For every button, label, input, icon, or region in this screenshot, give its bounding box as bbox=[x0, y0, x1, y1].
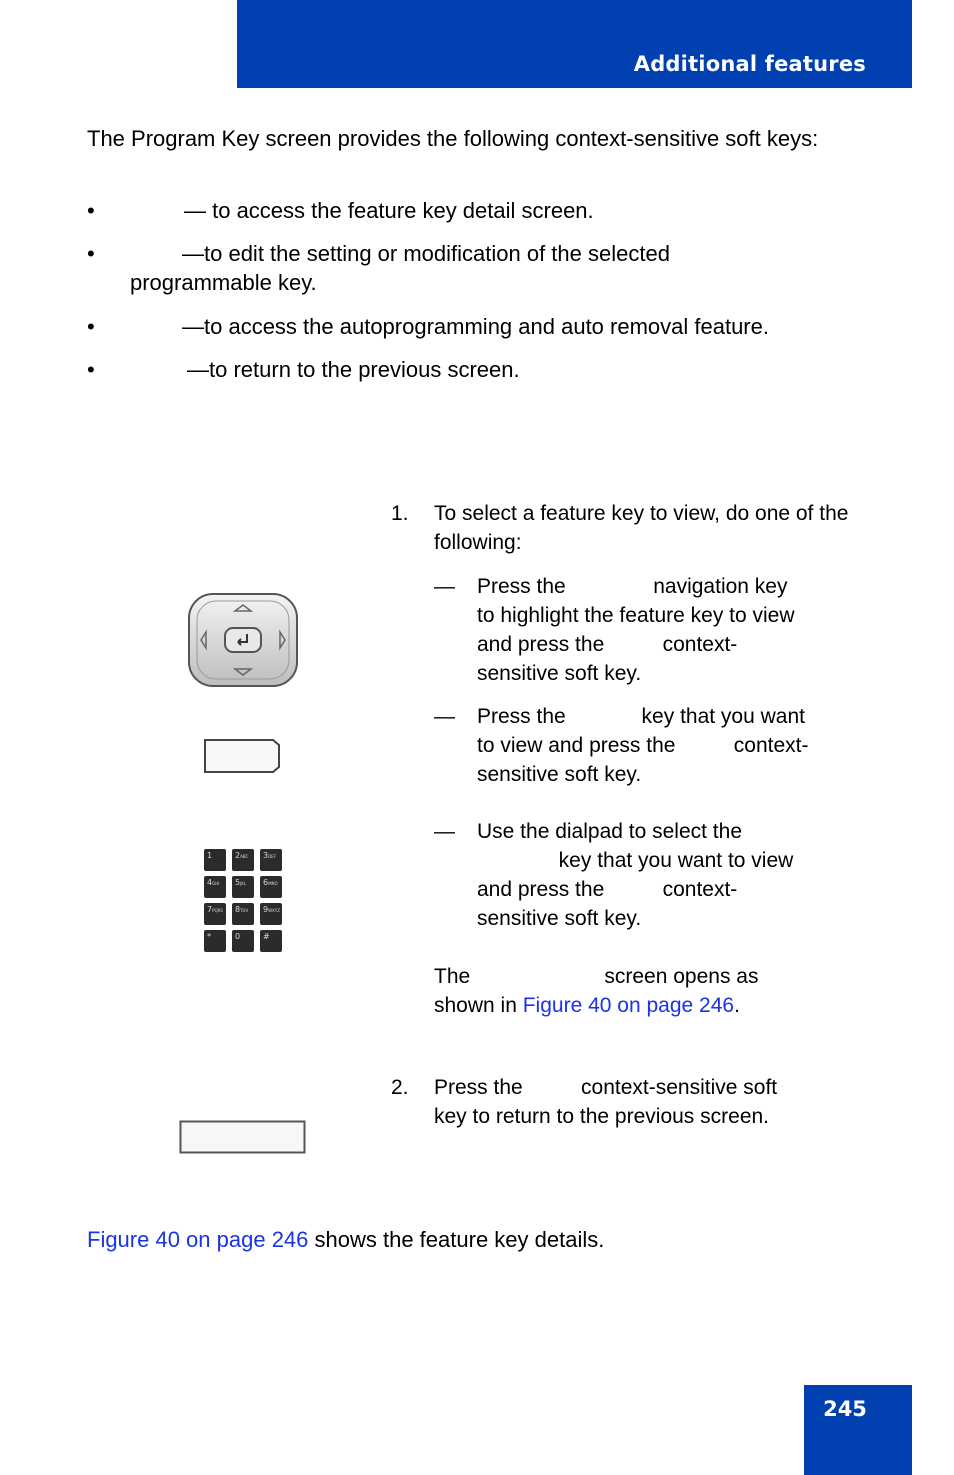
step-result bbox=[434, 962, 874, 1020]
option-text bbox=[477, 702, 872, 789]
bullet-marker: • bbox=[87, 241, 95, 266]
option-line: Press the key that you want bbox=[477, 705, 805, 728]
dialpad-key: 8TUV bbox=[232, 903, 254, 925]
bullet-marker: • bbox=[87, 314, 95, 339]
option-marker: — bbox=[434, 820, 455, 843]
dialpad-key: 1 bbox=[204, 849, 226, 871]
dialpad-key: 5JKL bbox=[232, 876, 254, 898]
option-line: and press the context- bbox=[477, 633, 738, 656]
soft-key-icon bbox=[179, 1120, 306, 1154]
option-line: Press the navigation key bbox=[477, 575, 788, 598]
step-line: key to return to the previous screen. bbox=[434, 1105, 770, 1128]
option-line: Use the dialpad to select the bbox=[477, 820, 743, 843]
page-number-box bbox=[804, 1385, 912, 1475]
page-number: 245 bbox=[823, 1397, 867, 1421]
step-number: 2. bbox=[391, 1076, 409, 1099]
dialpad-key: # bbox=[260, 930, 282, 952]
figure-link[interactable]: Figure 40 on page 246 bbox=[87, 1227, 309, 1252]
bullet-marker: • bbox=[87, 357, 95, 382]
figure-link[interactable]: Figure 40 on page 246 bbox=[522, 994, 735, 1017]
section-title: Additional features bbox=[633, 52, 866, 76]
dialpad-key: 2ABC bbox=[232, 849, 254, 871]
option-line: and press the context- bbox=[477, 878, 738, 901]
step-text bbox=[434, 1073, 874, 1131]
intro-paragraph: The Program Key screen provides the following context-sensitive soft keys: bbox=[87, 126, 819, 151]
result-line bbox=[434, 991, 874, 1020]
result-line-prefix: shown in bbox=[434, 994, 523, 1017]
bullet-text: —to access the autoprogramming and auto removal feature. bbox=[182, 314, 769, 339]
step-text: To select a feature key to view, do one of the following: bbox=[434, 502, 849, 554]
dialpad-icon bbox=[204, 849, 282, 951]
dialpad-key: * bbox=[204, 930, 226, 952]
dialpad-key: 3DEF bbox=[260, 849, 282, 871]
footer-text: shows the feature key details. bbox=[308, 1227, 605, 1252]
option-marker: — bbox=[434, 575, 455, 598]
option-line: sensitive soft key. bbox=[477, 662, 642, 685]
step-line: Press the context-sensitive soft bbox=[434, 1076, 778, 1099]
dialpad-key: 4GHI bbox=[204, 876, 226, 898]
option-line: to highlight the feature key to view bbox=[477, 604, 795, 627]
option-marker: — bbox=[434, 705, 455, 728]
option-line: sensitive soft key. bbox=[477, 763, 642, 786]
option-text bbox=[477, 572, 872, 688]
bullet-text: —to edit the setting or modification of the selected bbox=[182, 241, 670, 266]
option-text bbox=[477, 817, 872, 933]
dialpad-key: 6MNO bbox=[260, 876, 282, 898]
result-line-suffix: . bbox=[734, 994, 740, 1017]
footer-sentence bbox=[87, 1225, 604, 1254]
option-line: to view and press the context- bbox=[477, 734, 809, 757]
programmable-key-icon bbox=[203, 737, 283, 775]
navigation-cluster-icon bbox=[187, 592, 299, 688]
bullet-text-continued: programmable key. bbox=[130, 270, 317, 295]
option-line: sensitive soft key. bbox=[477, 907, 642, 930]
header-bar bbox=[237, 0, 912, 88]
bullet-text: — to access the feature key detail screen. bbox=[184, 198, 594, 223]
dialpad-key: 9WXYZ bbox=[260, 903, 282, 925]
bullet-marker: • bbox=[87, 198, 95, 223]
result-line: The screen opens as bbox=[434, 965, 759, 988]
option-line: key that you want to view bbox=[477, 849, 794, 872]
dialpad-key: 0 bbox=[232, 930, 254, 952]
step-number: 1. bbox=[391, 502, 409, 525]
dialpad-key: 7PQRS bbox=[204, 903, 226, 925]
bullet-text: —to return to the previous screen. bbox=[187, 357, 520, 382]
